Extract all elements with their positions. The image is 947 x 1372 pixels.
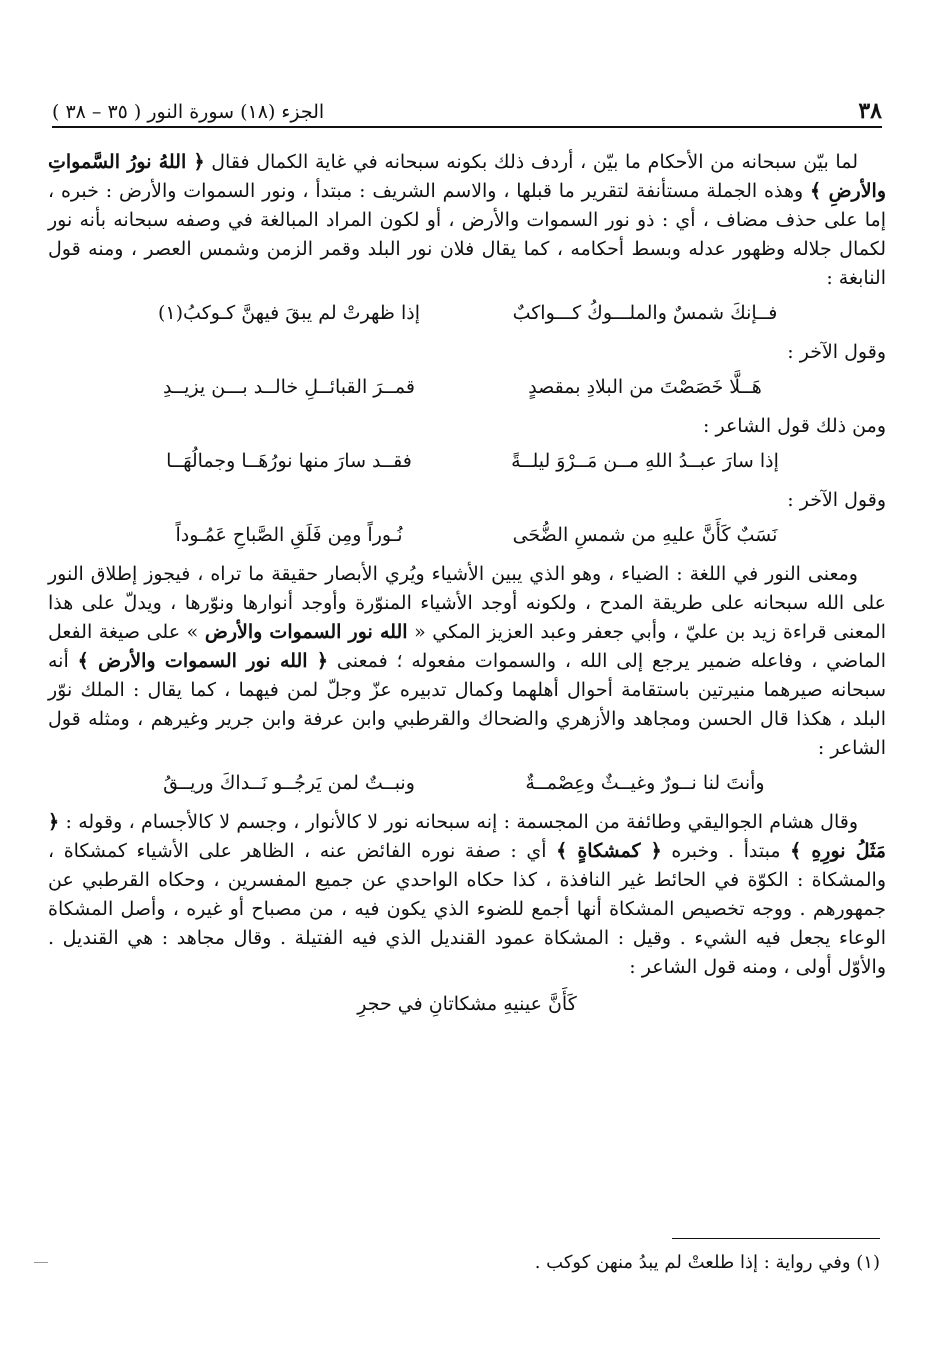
paragraph-1-text-a: لما بيّن سبحانه من الأحكام ما بيّن ، أردف ذلك بكونه سبحانه في غاية الكمال فقال <box>204 151 858 173</box>
text-body <box>48 148 886 1019</box>
poem-verse-5 <box>48 769 886 798</box>
verse-intro-3: ومن ذلك قول الشاعر : <box>703 415 886 437</box>
quran-mathalu-nurihi: ﴿ مَثَلُ نورِهِ ﴾ <box>48 811 886 862</box>
verse-4-second-hemistich: نُـوراً ومِن فَلَقِ الصَّباحِ عَمُـوداً <box>175 524 403 546</box>
verse-2-second-hemistich: قمــرَ القبائــلِ خالــد بـــن يزيــدِ <box>163 376 415 398</box>
paragraph-3-text-a: وقال هشام الجواليقي وطائفة من المجسمة : إنه سبحانه نور لا كالأنوار ، وجسم لا كالأجسام ، وقوله : <box>59 811 858 833</box>
paragraph-1-text-b: وهذه الجملة مستأنفة لتقرير ما قبلها ، والاسم الشريف : مبتدأ ، ونور السموات والأرض : خبره ، إما على حذف مضاف ، أي : ذو نور السموات والأرض ، أو لكون المراد المبالغة في وصفه سبحانه بأنه نور لكمال جلاله وظهور عدله وبسط أحكامه ، كما يقال فلان نور البلد وقمر الزمن وشمس العصر ، ومنه قول النابغة : <box>48 180 886 289</box>
paragraph-3-text-b: مبتدأ . وخبره <box>661 840 791 862</box>
poem-verse-3 <box>48 447 886 476</box>
poem-verse-2 <box>48 373 886 402</box>
paragraph-1 <box>48 148 886 293</box>
page-header <box>52 92 882 128</box>
poem-verse-4 <box>48 521 886 550</box>
verse-3-second-hemistich: فقــد سارَ منها نورُهَــا وجمالُهَــا <box>166 450 412 472</box>
paragraph-2-text-a: ومعنى النور في اللغة : الضياء ، وهو الذي يبين الأشياء ويُري الأبصار حقيقة ما تراه ، فيجوز إطلاق النور على الله سبحانه على طريقة المدح ، ولكونه أوجد الأشياء المنوّرة وأوجد أنوارها ونوّرها ، ويدلّ على هذا المعنى قراءة زيد بن عليّ ، وأبي جعفر وعبد العزيز المكي « <box>48 563 887 643</box>
verse-2-first-hemistich: هَــلَّا خَصَصْتَ من البلادِ بمقصدٍ <box>528 376 762 398</box>
verse-intro-4: وقول الآخر : <box>787 489 886 511</box>
verse-intro-2: وقول الآخر : <box>787 341 886 363</box>
quran-verse-allahu-nur: ﴿ اللهُ نورُ السَّمواتِ والأرضِ ﴾ <box>48 151 887 202</box>
verse-5-first-hemistich: وأنتَ لنا نــورٌ وغيــثٌ وعِصْمــةٌ <box>525 772 765 794</box>
poem-verse-6: كَأَنَّ عينيهِ مشكاتانِ في حجرِ <box>357 993 577 1015</box>
quran-verse-bold: ﴿ الله نور السموات والأرض ﴾ <box>77 650 329 672</box>
paragraph-2-text-b: » على صيغة الفعل الماضي ، وفاعله ضمير يرجع إلى الله ، والسموات مفعوله ؛ فمعنى <box>48 621 886 672</box>
paragraph-2-text-c: أنه سبحانه صيرهما منيرتين باستقامة أحوال أهلهما وكمال تدبيره عزّ وجلّ لمن فيهما ، كما يقال : الملك نوّر البلد ، هكذا قال الحسن ومجاهد والأزهري والضحاك والقرطبي وابن عرفة وابن جرير وغيرهم ، ومثله قول الشاعر : <box>48 650 886 759</box>
qiraah-bold: الله نور السموات والأرض <box>204 621 408 643</box>
page-number: ٣٨ <box>858 98 882 124</box>
verse-5-second-hemistich: ونبــتٌ لمن يَرجُــو نَــداكَ وريــقُ <box>163 772 415 794</box>
margin-mark <box>34 1262 48 1263</box>
verse-1-second-hemistich: إذا ظهرتْ لم يبقَ فيهنَّ كـوكبُ(١) <box>158 302 420 324</box>
paragraph-2 <box>48 560 886 763</box>
footnote-divider <box>672 1238 880 1239</box>
quran-kamishkah: ﴿ كمشكاةٍ ﴾ <box>556 840 662 862</box>
footnote: (١) وفي رواية : إذا طلعتْ لم يبدُ منهن كوكب . <box>534 1252 880 1273</box>
verse-1-first-hemistich: فــإنكَ شمسٌ والملـــوكُ كـــواكبٌ <box>512 302 778 324</box>
paragraph-3-text-c: أي : صفة نوره الفائض عنه ، الظاهر على الأشياء كمشكاة ، والمشكاة : الكوّة في الحائط غير النافذة ، كذا حكاه الواحدي عن جميع المفسرين ، وحكاه القرطبي عن جمهورهم . ووجه تخصيص المشكاة أنها أجمع للضوء الذي يكون فيه ، من مصباح أو غيره ، وأصل المشكاة الوعاء يجعل فيه الشيء . وقيل : المشكاة عمود القنديل الذي فيه الفتيلة . وقال مجاهد : هي القنديل . والأوّل أولى ، ومنه قول الشاعر : <box>48 840 886 978</box>
poem-verse-1 <box>48 299 886 328</box>
verse-3-first-hemistich: إذا سارَ عبــدُ اللهِ مــن مَــرْوَ ليلــةً <box>511 450 779 472</box>
verse-4-first-hemistich: نَسَبٌ كَأَنَّ عليهِ من شمسِ الضُّحَى <box>512 524 778 546</box>
paragraph-3 <box>48 808 886 982</box>
running-title: الجزء (١٨) سورة النور ( ٣٥ – ٣٨ ) <box>52 101 325 123</box>
